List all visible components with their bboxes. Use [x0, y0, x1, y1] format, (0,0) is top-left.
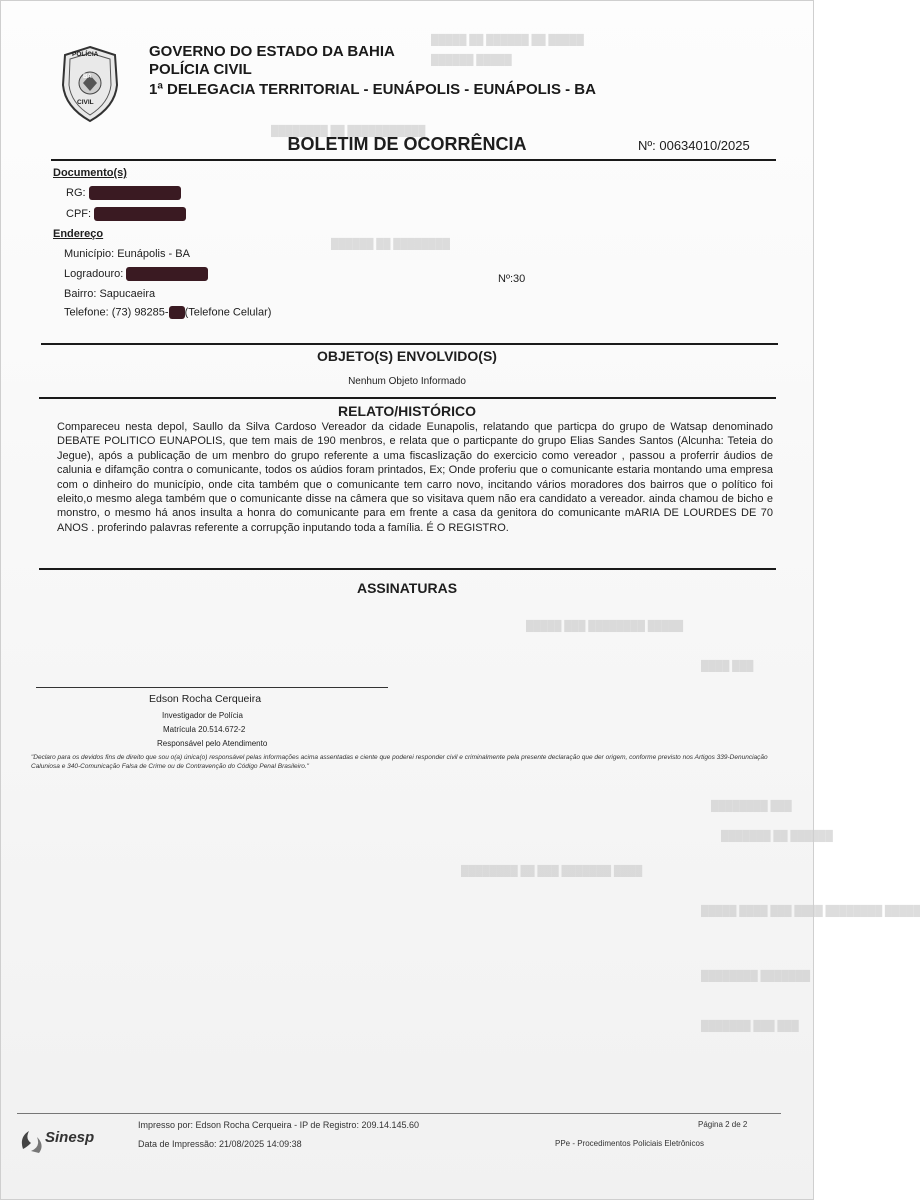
rg-label: RG: [66, 186, 86, 199]
page-number: Página 2 de 2 [698, 1120, 748, 1129]
redaction-block [94, 207, 186, 221]
bleed-through-text: ██████ ██ ████████ [331, 239, 450, 250]
page-title: BOLETIM DE OCORRÊNCIA [287, 134, 527, 154]
bleed-through-text: ████████ ██ ███████████ [271, 126, 426, 137]
bleed-through-text: ████████ ██ ███ ███████ ████ [461, 866, 643, 877]
bleed-through-text: ████ ███ [701, 661, 754, 672]
report-text: Compareceu nesta depol, Saullo da Silva Cardoso Vereador da cidade Eunapolis, relatando que particpa do grupo de Watsap denominado DEBATE POLITICO EUNAPOLIS, que tem mais de 190 menbros, e relata que o particpante do grupo Elias Sandes Santos (Alcunha: Teteia do Jegue), após a publicação de um menbro do grupo referente a uma fiscaslização do exercicio como vereador , passou a proferrir áudios de calunia e difamção contra o comunicante, todos os aúdios foram printados, Ex; Onde proferiu que o comunicante estaria montando uma empresa com o dinheiro do município, onde cita também que o comunicante tem carro novo, incitando vários moradores dos bairros que o político foi eleito,o mesmo alega também que o comunicante disse na câmera que so visitava quem não era candidato a vereador. ainda chamou de bicho e monstro, o mesmo há anos insulta a honra do comunicante para em frente a casa da genitora do comunicante mARIA DE LOURDES DE 70 ANOS . proferindo palavras referente a corrupção inputando toda a família. É O REGISTRO. [57, 421, 773, 534]
objects-heading: OBJETO(S) ENVOLVIDO(S) [317, 348, 497, 364]
telefone-suffix: (Telefone Celular) [184, 306, 272, 319]
objects-text: Nenhum Objeto Informado [348, 376, 466, 387]
bleed-through-text: █████ ████ ███ ████ ████████ █████ [701, 906, 920, 917]
bleed-through-text: ████████ ███████ [701, 971, 811, 982]
section-divider [39, 397, 776, 399]
logradouro-field [64, 267, 208, 281]
declaration-text: "Declaro para os devidos fins de direito que sou o(a) única(o) responsável pelas informações acima assentadas e ciente que poderei responder civil e criminalmente pela presente declaração que der origem, conforme previsto nos Artigos 339-Denunciação Caluniosa e 340-Comunicação Falsa de Crime ou de Contravenção do Código Penal Brasileiro." [31, 754, 768, 770]
bairro-field: Bairro: Sapucaeira [64, 288, 156, 300]
ppe-label: PPe - Procedimentos Policiais Eletrônicos [555, 1139, 704, 1148]
redaction-block [169, 306, 185, 319]
signature-line [36, 687, 388, 688]
redaction-block [89, 186, 181, 200]
logradouro-label: Logradouro: [64, 267, 124, 280]
bleed-through-text: ███████ ██ ██████ [721, 831, 833, 842]
badge-text-bottom: CIVIL [77, 99, 94, 106]
bleed-through-text: ██████ █████ [431, 55, 512, 66]
header-agency: POLÍCIA CIVIL [149, 61, 252, 78]
telefone-field [64, 306, 271, 319]
section-divider [41, 343, 778, 345]
print-date: Data de Impressão: 21/08/2025 14:09:38 [138, 1139, 302, 1149]
header-delegacia: 1ª DELEGACIA TERRITORIAL - EUNÁPOLIS - EUNÁPOLIS - BA [149, 81, 596, 98]
signatures-heading: ASSINATURAS [356, 580, 458, 596]
cpf-label: CPF: [66, 207, 92, 220]
title-divider [51, 159, 776, 161]
signer-name: Edson Rocha Cerqueira [149, 693, 262, 705]
section-divider [39, 568, 776, 570]
bleed-through-text: ████████ ███ [711, 801, 792, 812]
signer-matricula: Matrícula 20.514.672-2 [163, 725, 246, 734]
bleed-through-text: █████ ███ ████████ █████ [526, 621, 684, 632]
cpf-field [66, 207, 186, 221]
address-heading: Endereço [53, 228, 104, 240]
sinesp-logo-text: Sinesp [45, 1129, 95, 1146]
municipio-field: Município: Eunápolis - BA [64, 248, 190, 260]
badge-text-middle: BA [83, 74, 92, 80]
number-field: Nº:30 [498, 273, 526, 285]
header-government: GOVERNO DO ESTADO DA BAHIA [149, 43, 395, 60]
signer-responsibility: Responsável pelo Atendimento [157, 739, 268, 748]
report-heading: RELATO/HISTÓRICO [338, 403, 476, 419]
printed-by: Impresso por: Edson Rocha Cerqueira - IP de Registro: 209.14.145.60 [138, 1120, 419, 1130]
footer-divider [17, 1113, 781, 1114]
rg-field [66, 186, 181, 200]
bleed-through-text: █████ ██ ██████ ██ █████ [431, 35, 584, 46]
redaction-block [126, 267, 208, 281]
documents-heading: Documento(s) [53, 167, 127, 179]
bleed-through-text: ███████ ███ ███ [701, 1021, 799, 1032]
badge-text-top: POLÍCIA [72, 51, 99, 58]
bo-number: Nº: 00634010/2025 [638, 138, 750, 153]
telefone-prefix: Telefone: (73) 98285- [64, 306, 169, 319]
signer-role: Investigador de Polícia [162, 711, 243, 720]
